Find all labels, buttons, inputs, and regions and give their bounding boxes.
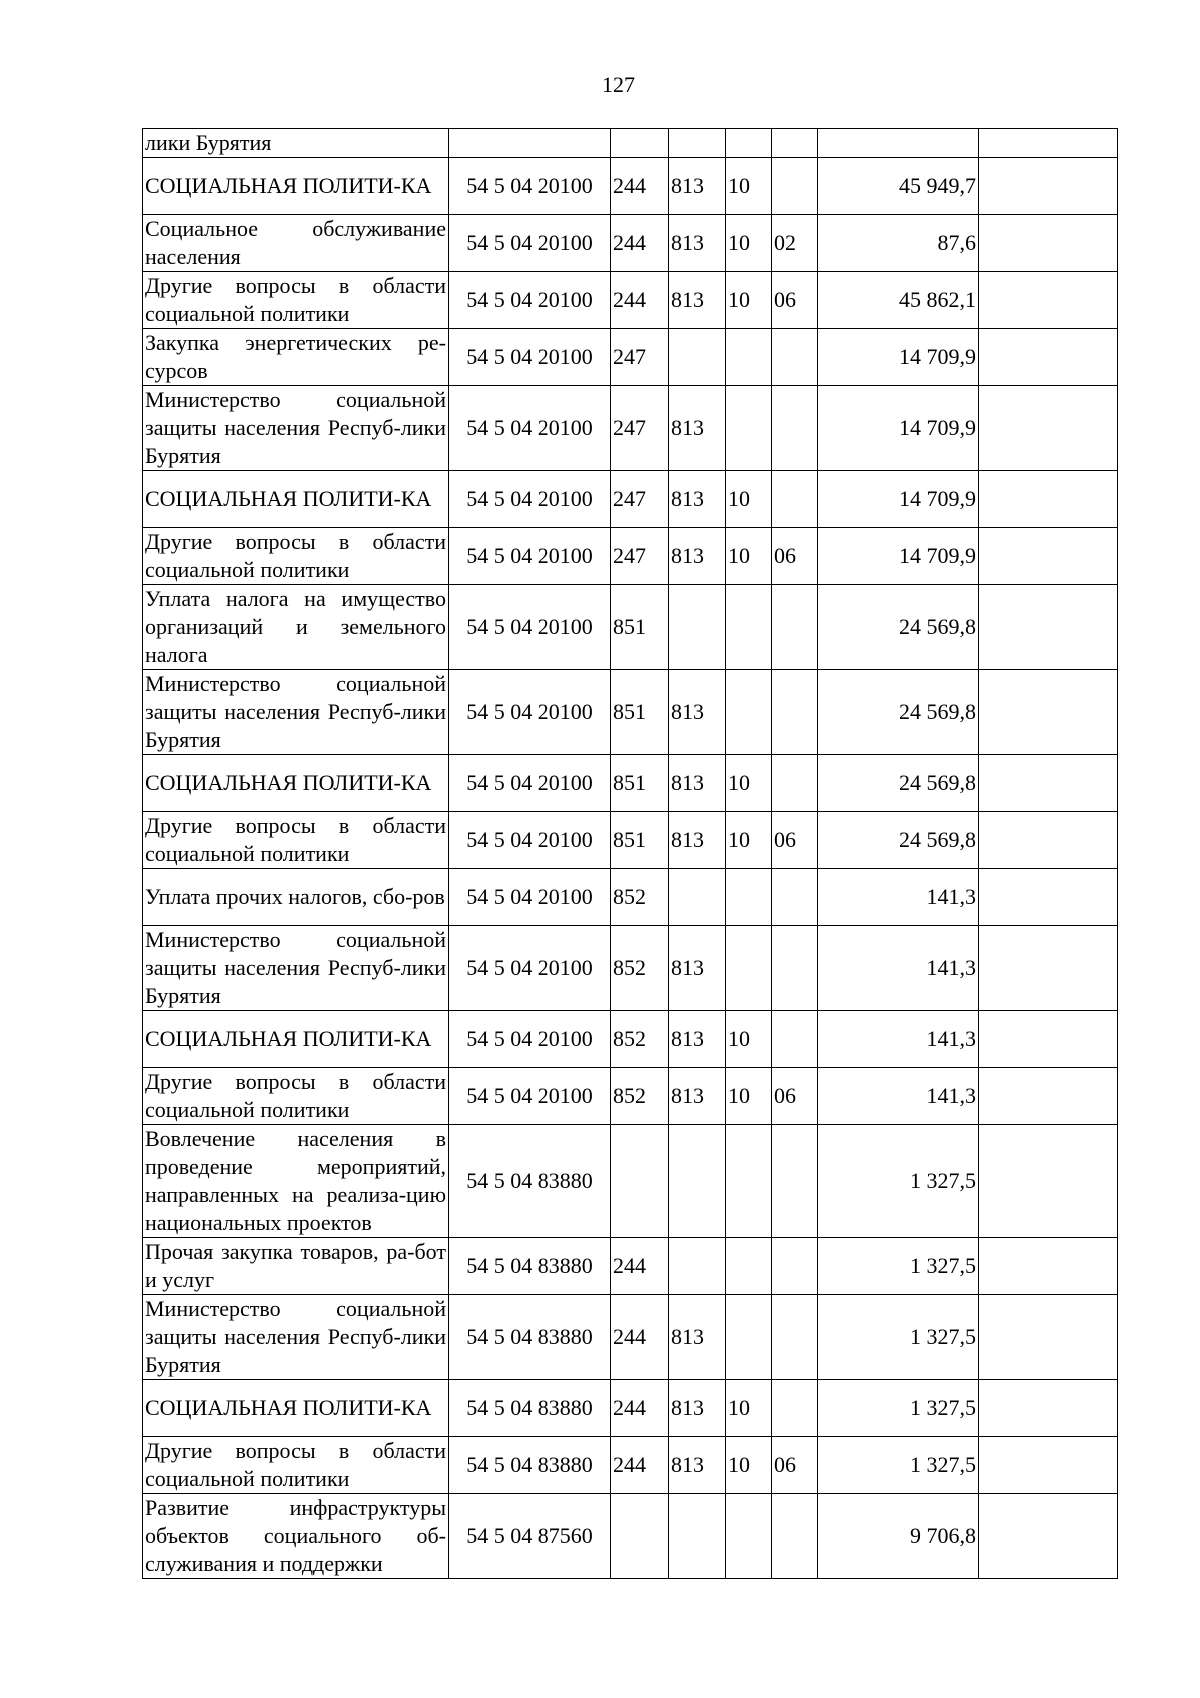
table-row	[143, 215, 1118, 272]
row-name: Другие вопросы в области социальной политики	[143, 1068, 449, 1125]
extra-cell	[979, 215, 1118, 272]
subsection-code: 06	[772, 812, 818, 869]
table-row	[143, 528, 1118, 585]
table-row	[143, 926, 1118, 1011]
subsection-code	[772, 755, 818, 812]
extra-cell	[979, 926, 1118, 1011]
expense-type-code: 247	[611, 471, 669, 528]
subsection-code	[772, 329, 818, 386]
expense-type-code: 852	[611, 926, 669, 1011]
row-name: СОЦИАЛЬНАЯ ПОЛИТИ-КА	[143, 1011, 449, 1068]
extra-cell	[979, 585, 1118, 670]
extra-cell	[979, 670, 1118, 755]
table-row	[143, 272, 1118, 329]
target-article-code: 54 5 04 83880	[449, 1125, 611, 1238]
target-article-code: 54 5 04 83880	[449, 1238, 611, 1295]
section-code: 10	[726, 272, 772, 329]
amount: 14 709,9	[818, 528, 979, 585]
section-code: 10	[726, 1380, 772, 1437]
extra-cell	[979, 329, 1118, 386]
amount: 1 327,5	[818, 1380, 979, 1437]
target-article-code: 54 5 04 20100	[449, 215, 611, 272]
extra-cell	[979, 1437, 1118, 1494]
amount: 45 862,1	[818, 272, 979, 329]
extra-cell	[979, 1238, 1118, 1295]
table-row	[143, 1494, 1118, 1579]
table-row	[143, 670, 1118, 755]
section-code	[726, 1494, 772, 1579]
amount: 1 327,5	[818, 1238, 979, 1295]
administrator-code: 813	[669, 272, 726, 329]
expense-type-code	[611, 1494, 669, 1579]
section-code: 10	[726, 528, 772, 585]
target-article-code: 54 5 04 83880	[449, 1380, 611, 1437]
administrator-code	[669, 1494, 726, 1579]
expense-type-code: 244	[611, 158, 669, 215]
amount: 141,3	[818, 1011, 979, 1068]
table-row	[143, 755, 1118, 812]
target-article-code: 54 5 04 20100	[449, 329, 611, 386]
amount: 141,3	[818, 926, 979, 1011]
amount: 24 569,8	[818, 755, 979, 812]
section-code	[726, 1238, 772, 1295]
amount: 14 709,9	[818, 386, 979, 471]
extra-cell	[979, 471, 1118, 528]
amount: 87,6	[818, 215, 979, 272]
target-article-code: 54 5 04 20100	[449, 158, 611, 215]
table-row	[143, 812, 1118, 869]
row-name: Другие вопросы в области социальной политики	[143, 1437, 449, 1494]
subsection-code: 06	[772, 528, 818, 585]
table-row	[143, 1380, 1118, 1437]
target-article-code: 54 5 04 83880	[449, 1437, 611, 1494]
target-article-code: 54 5 04 20100	[449, 1068, 611, 1125]
table-row	[143, 1295, 1118, 1380]
target-article-code: 54 5 04 87560	[449, 1494, 611, 1579]
administrator-code: 813	[669, 1437, 726, 1494]
target-article-code: 54 5 04 20100	[449, 812, 611, 869]
section-code: 10	[726, 215, 772, 272]
section-code: 10	[726, 812, 772, 869]
row-name: Министерство социальной защиты населения Респуб-лики Бурятия	[143, 670, 449, 755]
administrator-code: 813	[669, 158, 726, 215]
amount: 141,3	[818, 1068, 979, 1125]
section-code	[726, 1295, 772, 1380]
subsection-code	[772, 1494, 818, 1579]
table-row	[143, 329, 1118, 386]
expense-type-code: 852	[611, 1068, 669, 1125]
administrator-code: 813	[669, 528, 726, 585]
administrator-code	[669, 585, 726, 670]
extra-cell	[979, 386, 1118, 471]
administrator-code: 813	[669, 755, 726, 812]
row-name: Уплата налога на имущество организаций и земельного налога	[143, 585, 449, 670]
section-code	[726, 1125, 772, 1238]
budget-table	[142, 128, 1118, 1579]
extra-cell	[979, 1380, 1118, 1437]
extra-cell	[979, 272, 1118, 329]
subsection-code	[772, 670, 818, 755]
amount: 1 327,5	[818, 1437, 979, 1494]
row-name: СОЦИАЛЬНАЯ ПОЛИТИ-КА	[143, 471, 449, 528]
subsection-code	[772, 1011, 818, 1068]
expense-type-code: 247	[611, 329, 669, 386]
expense-type-code: 244	[611, 1238, 669, 1295]
target-article-code: 54 5 04 83880	[449, 1295, 611, 1380]
subsection-code: 06	[772, 1437, 818, 1494]
section-code	[726, 386, 772, 471]
amount: 1 327,5	[818, 1125, 979, 1238]
subsection-code	[772, 158, 818, 215]
administrator-code: 813	[669, 1068, 726, 1125]
administrator-code: 813	[669, 670, 726, 755]
administrator-code: 813	[669, 1380, 726, 1437]
extra-cell	[979, 869, 1118, 926]
expense-type-code: 851	[611, 670, 669, 755]
amount: 14 709,9	[818, 471, 979, 528]
row-name: Уплата прочих налогов, сбо-ров	[143, 869, 449, 926]
expense-type-code: 852	[611, 869, 669, 926]
administrator-code: 813	[669, 215, 726, 272]
subsection-code	[772, 585, 818, 670]
administrator-code: 813	[669, 926, 726, 1011]
extra-cell	[979, 129, 1118, 158]
table-row	[143, 1068, 1118, 1125]
administrator-code: 813	[669, 386, 726, 471]
table-body	[143, 129, 1118, 1579]
extra-cell	[979, 158, 1118, 215]
administrator-code: 813	[669, 471, 726, 528]
row-name: Вовлечение населения в проведение мероприятий, направленных на реализа-цию национальных проектов	[143, 1125, 449, 1238]
section-code	[726, 926, 772, 1011]
expense-type-code	[611, 1125, 669, 1238]
section-code	[726, 129, 772, 158]
target-article-code: 54 5 04 20100	[449, 585, 611, 670]
target-article-code: 54 5 04 20100	[449, 528, 611, 585]
subsection-code: 06	[772, 1068, 818, 1125]
row-name: Другие вопросы в области социальной политики	[143, 812, 449, 869]
expense-type-code: 244	[611, 1437, 669, 1494]
administrator-code: 813	[669, 1295, 726, 1380]
section-code: 10	[726, 1068, 772, 1125]
amount: 24 569,8	[818, 812, 979, 869]
row-name: Другие вопросы в области социальной политики	[143, 528, 449, 585]
table-row	[143, 1437, 1118, 1494]
section-code: 10	[726, 755, 772, 812]
subsection-code	[772, 926, 818, 1011]
administrator-code	[669, 329, 726, 386]
amount: 9 706,8	[818, 1494, 979, 1579]
section-code	[726, 585, 772, 670]
row-name: СОЦИАЛЬНАЯ ПОЛИТИ-КА	[143, 158, 449, 215]
amount: 141,3	[818, 869, 979, 926]
row-name: СОЦИАЛЬНАЯ ПОЛИТИ-КА	[143, 1380, 449, 1437]
expense-type-code: 851	[611, 585, 669, 670]
extra-cell	[979, 1125, 1118, 1238]
row-name: Закупка энергетических ре-сурсов	[143, 329, 449, 386]
target-article-code: 54 5 04 20100	[449, 386, 611, 471]
expense-type-code: 247	[611, 528, 669, 585]
expense-type-code: 244	[611, 1380, 669, 1437]
subsection-code	[772, 1125, 818, 1238]
amount: 45 949,7	[818, 158, 979, 215]
row-name: Прочая закупка товаров, ра-бот и услуг	[143, 1238, 449, 1295]
expense-type-code: 244	[611, 272, 669, 329]
expense-type-code: 244	[611, 215, 669, 272]
row-name: СОЦИАЛЬНАЯ ПОЛИТИ-КА	[143, 755, 449, 812]
extra-cell	[979, 1068, 1118, 1125]
section-code: 10	[726, 471, 772, 528]
row-name: Социальное обслуживание населения	[143, 215, 449, 272]
amount: 1 327,5	[818, 1295, 979, 1380]
subsection-code	[772, 471, 818, 528]
expense-type-code: 852	[611, 1011, 669, 1068]
amount	[818, 129, 979, 158]
row-name: Министерство социальной защиты населения Респуб-лики Бурятия	[143, 926, 449, 1011]
target-article-code: 54 5 04 20100	[449, 755, 611, 812]
expense-type-code: 851	[611, 755, 669, 812]
subsection-code	[772, 386, 818, 471]
expense-type-code: 851	[611, 812, 669, 869]
extra-cell	[979, 528, 1118, 585]
table-row	[143, 585, 1118, 670]
extra-cell	[979, 1295, 1118, 1380]
administrator-code	[669, 1238, 726, 1295]
target-article-code: 54 5 04 20100	[449, 670, 611, 755]
target-article-code: 54 5 04 20100	[449, 471, 611, 528]
row-name: Развитие инфраструктуры объектов социального об-служивания и поддержки	[143, 1494, 449, 1579]
administrator-code: 813	[669, 1011, 726, 1068]
table-row	[143, 386, 1118, 471]
table-row	[143, 158, 1118, 215]
extra-cell	[979, 755, 1118, 812]
target-article-code: 54 5 04 20100	[449, 869, 611, 926]
table-row	[143, 869, 1118, 926]
amount: 24 569,8	[818, 585, 979, 670]
row-name: Другие вопросы в области социальной политики	[143, 272, 449, 329]
row-name: Министерство социальной защиты населения Респуб-лики Бурятия	[143, 386, 449, 471]
row-name: лики Бурятия	[143, 129, 449, 158]
expense-type-code: 247	[611, 386, 669, 471]
target-article-code	[449, 129, 611, 158]
section-code: 10	[726, 1437, 772, 1494]
subsection-code	[772, 1295, 818, 1380]
target-article-code: 54 5 04 20100	[449, 272, 611, 329]
expense-type-code: 244	[611, 1295, 669, 1380]
table-row	[143, 1011, 1118, 1068]
section-code	[726, 670, 772, 755]
amount: 14 709,9	[818, 329, 979, 386]
section-code: 10	[726, 158, 772, 215]
administrator-code	[669, 129, 726, 158]
table-row	[143, 129, 1118, 158]
row-name: Министерство социальной защиты населения Респуб-лики Бурятия	[143, 1295, 449, 1380]
table-row	[143, 1125, 1118, 1238]
subsection-code	[772, 869, 818, 926]
expense-type-code	[611, 129, 669, 158]
extra-cell	[979, 812, 1118, 869]
extra-cell	[979, 1011, 1118, 1068]
administrator-code	[669, 1125, 726, 1238]
amount: 24 569,8	[818, 670, 979, 755]
section-code: 10	[726, 1011, 772, 1068]
subsection-code	[772, 129, 818, 158]
subsection-code: 06	[772, 272, 818, 329]
page-number: 127	[602, 72, 635, 97]
subsection-code: 02	[772, 215, 818, 272]
target-article-code: 54 5 04 20100	[449, 1011, 611, 1068]
section-code	[726, 869, 772, 926]
section-code	[726, 329, 772, 386]
table-row	[143, 471, 1118, 528]
extra-cell	[979, 1494, 1118, 1579]
table-row	[143, 1238, 1118, 1295]
subsection-code	[772, 1380, 818, 1437]
administrator-code: 813	[669, 812, 726, 869]
subsection-code	[772, 1238, 818, 1295]
target-article-code: 54 5 04 20100	[449, 926, 611, 1011]
administrator-code	[669, 869, 726, 926]
